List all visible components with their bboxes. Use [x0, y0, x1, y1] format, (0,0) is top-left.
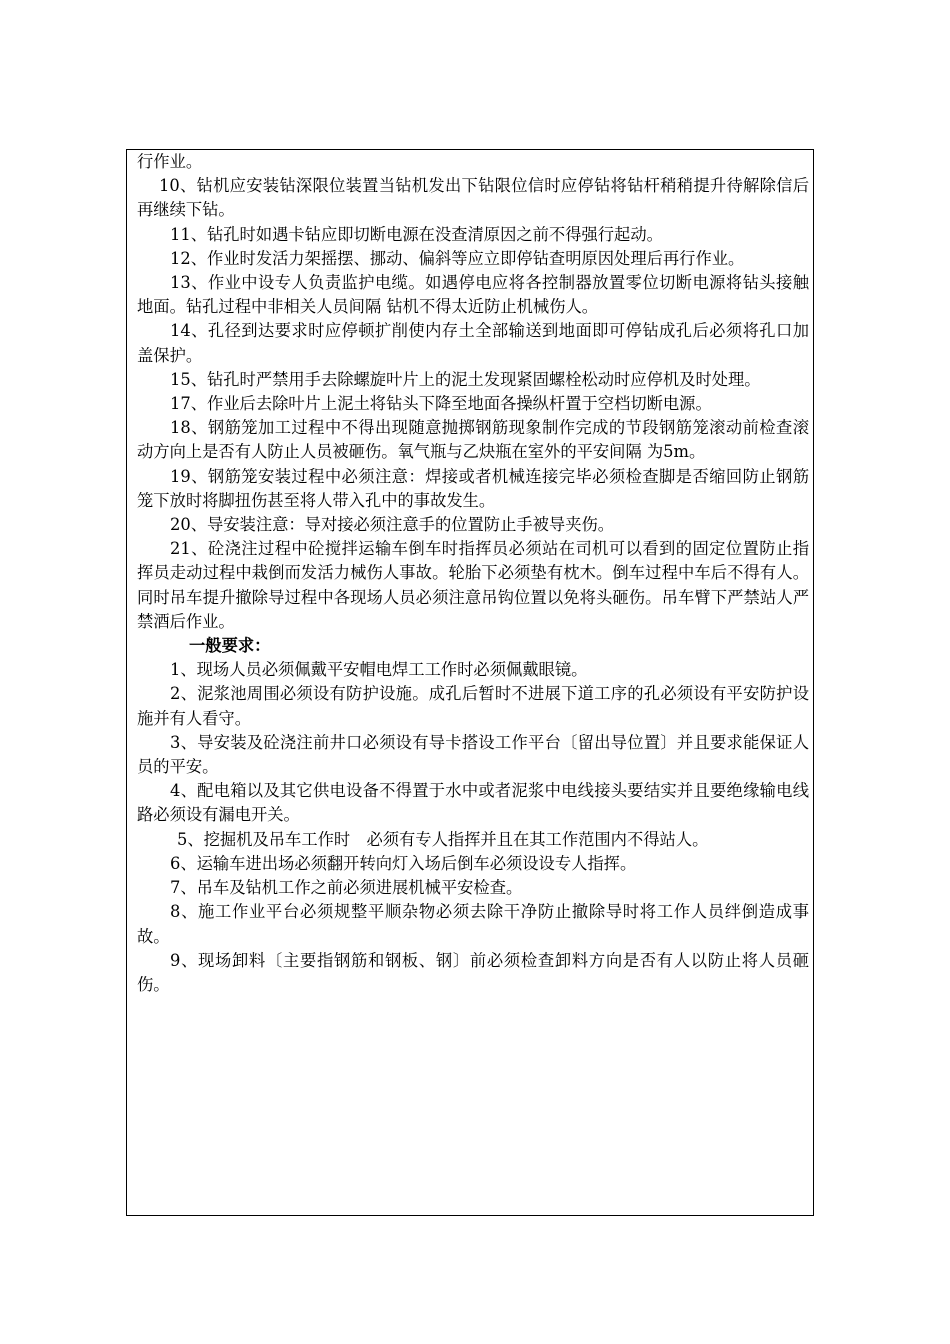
- paragraph-item-13: 13、作业中设专人负责监护电缆。如遇停电应将各控制器放置零位切断电源将钻头接触地面。钻孔过程中非相关人员间隔 钻机不得太近防止机械伤人。: [137, 273, 809, 317]
- section-heading-general: 一般要求：: [189, 636, 271, 656]
- general-item-7: 7、吊车及钻机工作之前必须进展机械平安检查。: [170, 878, 523, 898]
- general-item-4: 4、配电箱以及其它供电设备不得置于水中或者泥浆中电线接头要结实并且要绝缘输电线路必须设有漏电开关。: [137, 781, 809, 825]
- paragraph-item-19: 19、钢筋笼安装过程中必须注意：焊接或者机械连接完毕必须检查脚是否缩回防止钢筋笼下放时将脚扭伤甚至将人带入孔中的事故发生。: [137, 466, 809, 510]
- document-body: [137, 150, 809, 997]
- paragraph-item-10: 10、钻机应安装钻深限位装置当钻机发出下钻限位信时应停钻将钻杆稍稍提升待解除信后再继续下钻。: [137, 176, 809, 220]
- general-item-8: 8、施工作业平台必须规整平顺杂物必须去除干净防止撤除导时将工作人员绊倒造成事故。: [137, 902, 809, 946]
- paragraph-item-11: 11、钻孔时如遇卡钻应即切断电源在没查清原因之前不得强行起动。: [170, 224, 663, 244]
- paragraph-item-12: 12、作业时发活力架摇摆、挪动、偏斜等应立即停钻查明原因处理后再行作业。: [170, 248, 745, 268]
- general-item-9: 9、现场卸料〔主要指钢筋和钢板、钢〕前必须检查卸料方向是否有人以防止将人员砸伤。: [137, 950, 809, 994]
- paragraph-item-14: 14、孔径到达要求时应停顿扩削使内存土全部输送到地面即可停钻成孔后必须将孔口加盖保护。: [137, 321, 809, 365]
- paragraph-item-15: 15、钻孔时严禁用手去除螺旋叶片上的泥土发现紧固螺栓松动时应停机及时处理。: [170, 369, 761, 389]
- general-item-1: 1、现场人员必须佩戴平安帽电焊工工作时必须佩戴眼镜。: [170, 660, 588, 680]
- paragraph-item-20: 20、导安装注意：导对接必须注意手的位置防止手被导夹伤。: [170, 515, 615, 535]
- document-frame: [126, 149, 814, 1216]
- general-item-6: 6、运输车进出场必须翻开转向灯入场后倒车必须设设专人指挥。: [170, 853, 637, 873]
- general-item-5: 5、挖掘机及吊车工作时 必须有专人指挥并且在其工作范围内不得站人。: [177, 829, 709, 849]
- paragraph-item-18: 18、钢筋笼加工过程中不得出现随意抛掷钢筋现象制作完成的节段钢筋笼滚动前检查滚动方向上是否有人防止人员被砸伤。氧气瓶与乙炔瓶在室外的平安间隔 为5m。: [137, 418, 809, 462]
- paragraph-item-21: 21、砼浇注过程中砼搅拌运输车倒车时指挥员必须站在司机可以看到的固定位置防止指挥员走动过程中栽倒而发活力械伤人事故。轮胎下必须垫有枕木。倒车过程中车后不得有人。同时吊车提升撤除导过程中各现场人员必须注意吊钩位置以免将头砸伤。吊车臂下严禁站人严禁酒后作业。: [137, 539, 809, 631]
- paragraph-continuation: 行作业。: [137, 152, 203, 171]
- general-item-3: 3、导安装及砼浇注前井口必须设有导卡搭设工作平台〔留出导位置〕并且要求能保证人员的平安。: [137, 732, 809, 777]
- general-item-2: 2、泥浆池周围必须设有防护设施。成孔后暂时不进展下道工序的孔必须设有平安防护设施并有人看守。: [137, 684, 809, 728]
- paragraph-item-17: 17、作业后去除叶片上泥土将钻头下降至地面各操纵杆置于空档切断电源。: [170, 394, 712, 414]
